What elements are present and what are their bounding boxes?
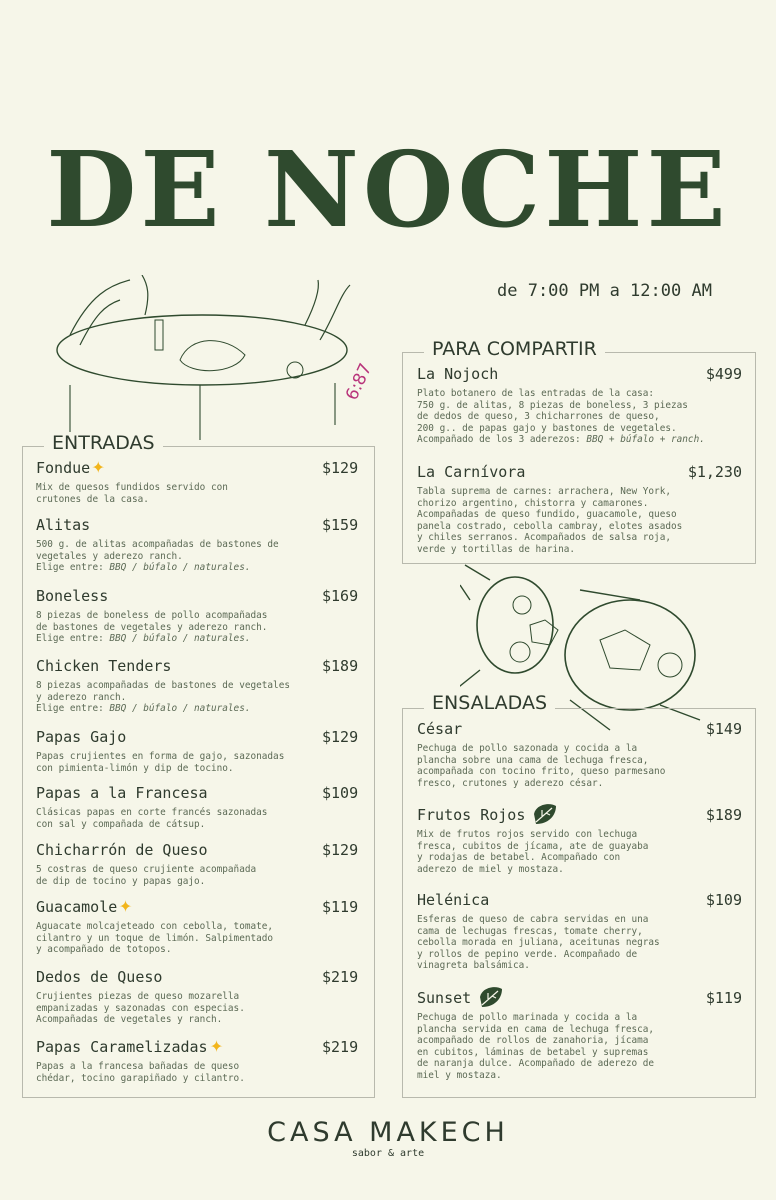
item-description: Aguacate molcajeteado con cebolla, tomate, cilantro y un toque de limón. Salpimentado y acompañado de totopos. [36,921,274,956]
entradas-label: ENTRADAS [44,432,163,454]
item-description: Pechuga de pollo sazonada y cocida a la plancha sobre una cama de lechuga fresca, acompañada con tocino frito, queso parmesano fresco, crutones y aderezo césar. [417,743,666,789]
item-price: $119 [705,989,742,1007]
item-name: Chicken Tenders [36,657,172,675]
item-price: $169 [322,587,359,605]
item-price: $189 [322,657,359,675]
item-description: Tabla suprema de carnes: arrachera, New York, chorizo argentino, chistorra y camarones. Acompañadas de queso fundido, guacamole, queso panela costrado, cebolla cambray, elotes asados y chiles serranos. Acompañados de salsa roja, verde y tortillas de harina. [417,486,683,555]
item-price: $1,230 [687,463,742,481]
item-price: $109 [705,891,742,909]
item-name: César [417,720,463,738]
brand-logo: CASA MAKECH [267,1117,509,1148]
item-name: Papas Caramelizadas [36,1038,208,1056]
page-title: DE NOCHE [46,128,730,251]
item-price: $129 [322,728,359,746]
compartir-label: PARA COMPARTIR [424,338,605,360]
leaf-icon [532,802,558,830]
item-description: 500 g. de alitas acompañadas de bastones de vegetales y aderezo ranch. Elige entre: BBQ / búfalo / naturales. [36,539,279,574]
item-name: Boneless [36,587,109,605]
table-illustration [50,275,360,445]
item-price: $159 [322,516,359,534]
item-name: Helénica [417,891,490,909]
item-description: Mix de quesos fundidos servido con crutones de la casa. [36,482,228,505]
item-name: La Carnívora [417,463,526,481]
item-price: $499 [705,365,742,383]
item-name: Frutos Rojos [417,806,526,824]
item-description: Papas a la francesa bañadas de queso chédar, tocino garapiñado y cilantro. [36,1061,245,1084]
item-name: Fondue [36,459,91,477]
star-icon: ✦ [118,893,133,918]
ensaladas-label: ENSALADAS [424,692,555,714]
item-description: 8 piezas de boneless de pollo acompañadas de bastones de vegetales y aderezo ranch. Elige entre: BBQ / búfalo / naturales. [36,610,268,645]
hours-text: de 7:00 PM a 12:00 AM [497,281,712,301]
item-description: Plato botanero de las entradas de la casa: 750 g. de alitas, 8 piezas de boneless, 3 piezas de dedos de queso, 3 chicharrones de queso, 200 g.. de papas gajo y bastones de vegetales. Acompañado de los 3 aderezos: BBQ + búfalo + ranch. [417,388,705,446]
item-name: Papas a la Francesa [36,784,208,802]
item-price: $219 [322,1038,359,1056]
brand-tagline: sabor & arte [351,1148,425,1159]
handwritten-note: 6:87 [342,360,377,404]
item-price: $149 [705,720,742,738]
item-name: Chicharrón de Queso [36,841,208,859]
item-description: Mix de frutos rojos servido con lechuga fresca, cubitos de jícama, ate de guayaba y rodajas de betabel. Acompañado con aderezo de miel y mostaza. [417,829,649,875]
star-icon: ✦ [91,454,105,479]
item-name: Papas Gajo [36,728,127,746]
item-name: Guacamole [36,898,118,916]
item-price: $219 [322,968,359,986]
item-description: Pechuga de pollo marinada y cocida a la plancha servida en cama de lechuga fresca, acompañado de rollos de zanahoria, jícama en cubitos, láminas de betabel y supremas de naranja dulce. Acompañado de aderezo de miel y mostaza. [417,1012,655,1081]
item-name: Dedos de Queso [36,968,163,986]
item-name: La Nojoch [417,365,499,383]
item-description: 5 costras de queso crujiente acompañada de dip de tocino y papas gajo. [36,864,257,887]
item-description: Esferas de queso de cabra servidas en una cama de lechugas frescas, tomate cherry, cebolla morada en juliana, aceitunas negras y rollos de pepino verde. Acompañado de vinagreta balsámica. [417,914,660,972]
item-price: $129 [322,841,359,859]
item-name: Alitas [36,516,91,534]
item-description: Crujientes piezas de queso mozarella empanizadas y sazonadas con especias. Acompañadas de vegetales y ranch. [36,991,245,1026]
item-price: $189 [705,806,742,824]
item-description: 8 piezas acompañadas de bastones de vegetales y aderezo ranch. Elige entre: BBQ / búfalo / naturales. [36,680,290,715]
item-name: Sunset [417,989,472,1007]
item-description: Clásicas papas en corte francés sazonadas con sal y compañada de cátsup. [36,807,268,830]
leaf-icon [478,985,504,1013]
item-price: $119 [322,898,359,916]
item-price: $109 [322,784,359,802]
item-price: $129 [322,459,359,477]
star-icon: ✦ [209,1033,224,1058]
item-description: Papas crujientes en forma de gajo, sazonadas con pimienta-limón y dip de tocino. [36,751,285,774]
